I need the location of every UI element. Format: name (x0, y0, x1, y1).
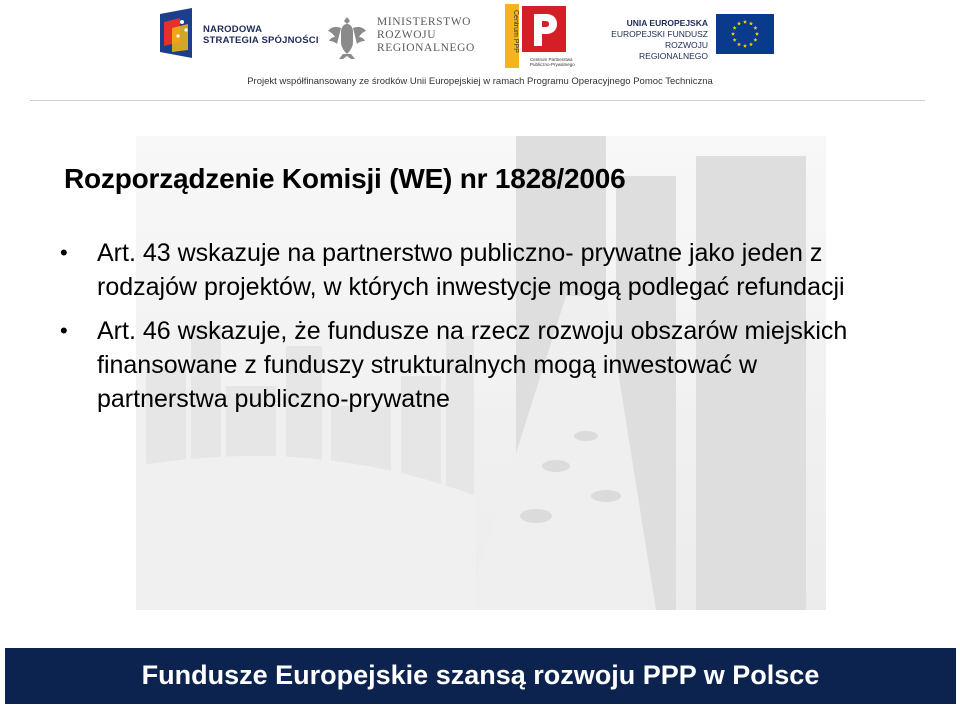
bullet-list (60, 236, 850, 426)
cppp-logo-line2: Publiczno-Prywatnego (530, 62, 575, 67)
nss-logo-text (203, 24, 319, 46)
header-divider (30, 100, 925, 101)
cofinancing-note: Projekt współfinansowany ze środków Unii Europejskiej w ramach Programu Operacyjnego Pomoc Techniczna (247, 76, 713, 87)
nss-logo-line1: NARODOWA (203, 24, 263, 35)
eagle-emblem-icon (326, 14, 368, 60)
eu-flag-icon (716, 14, 774, 54)
cppp-vertical-label (505, 4, 519, 68)
cppp-logo-mark-icon (522, 6, 566, 52)
ministry-logo-line3: REGIONALNEGO (377, 42, 475, 54)
cppp-logo-line1: Centrum Partnerstwa (530, 57, 573, 62)
ministry-logo-line2: ROZWOJU (377, 29, 437, 41)
footer-slogan: Fundusze Europejskie szansą rozwoju PPP w Polsce (141, 660, 820, 690)
cppp-logo-text (530, 57, 575, 67)
eu-logo-line1: UNIA EUROPEJSKA (626, 18, 708, 28)
footer-bar (5, 648, 956, 704)
ministry-logo-line1: MINISTERSTWO (377, 16, 472, 28)
nss-logo-icon (158, 8, 194, 60)
ministry-logo-text (377, 16, 475, 55)
eu-logo-line2: EUROPEJSKI FUNDUSZ (611, 29, 708, 39)
eu-logo-text (610, 18, 708, 62)
bullet-item: • Art. 43 wskazuje na partnerstwo publiczno- prywatne jako jeden z rodzajów projektów, w których inwestycje mogą podlegać refundacji (60, 236, 850, 304)
nss-logo-line2: STRATEGIA SPÓJNOŚCI (203, 35, 319, 46)
eu-logo-line3: ROZWOJU REGIONALNEGO (639, 40, 708, 61)
slide-title: Rozporządzenie Komisji (WE) nr 1828/2006 (64, 163, 626, 194)
cppp-vertical-text: Centrum PPP (512, 10, 519, 53)
bullet-item: • Art. 46 wskazuje, że fundusze na rzecz rozwoju obszarów miejskich finansowane z funduszy strukturalnych mogą inwestować w partnerstwa publiczno-prywatne (60, 314, 850, 416)
